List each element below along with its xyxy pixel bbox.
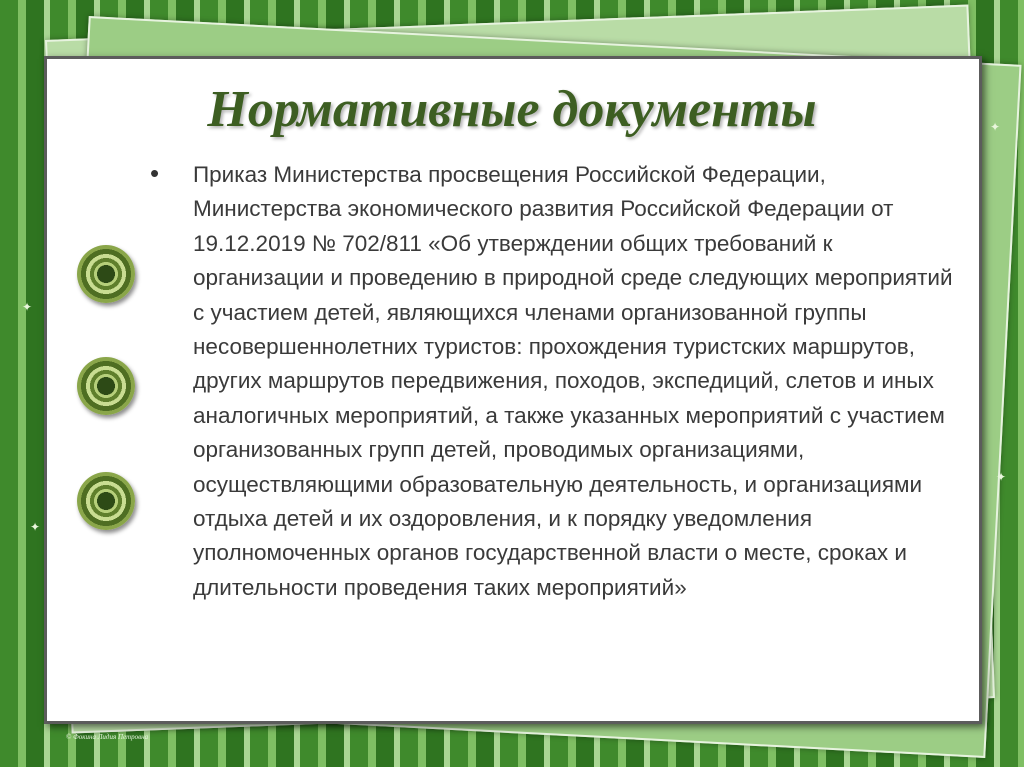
ring-icon	[77, 245, 135, 303]
slide-title: Нормативные документы	[207, 81, 817, 138]
sparkle-icon: ✦	[996, 470, 1007, 484]
ring-icon	[77, 472, 135, 530]
sparkle-icon: ✦	[30, 520, 41, 534]
ring-icon	[77, 357, 135, 415]
sparkle-icon: ✦	[990, 120, 1001, 134]
sparkle-icon: ✦	[22, 300, 33, 314]
bullet-marker: •	[150, 158, 160, 188]
footer-credit: © Фокина Лидия Петровна	[66, 733, 149, 741]
slide-body-text: Приказ Министерства просвещения Российской Федерации, Министерства экономического развития Российской Федерации от 19.12.2019 № 702/811 «Об утверждении общих требований к организации и проведению в природной среде следующих мероприятий с участием детей, являющихся членами организованной группы несовершеннолетних туристов: прохождения туристских маршрутов, других маршрутов передвижения, походов, экспедиций, слетов и иных аналогичных мероприятий, а также указанных мероприятий с участием организованных групп детей, проводимых организациями, осуществляющими образовательную деятельность, и организациями отдыха детей и их оздоровления, и к порядку уведомления уполномоченных органов государственной власти о месте, сроках и длительности проведения таких мероприятий»	[193, 162, 953, 600]
